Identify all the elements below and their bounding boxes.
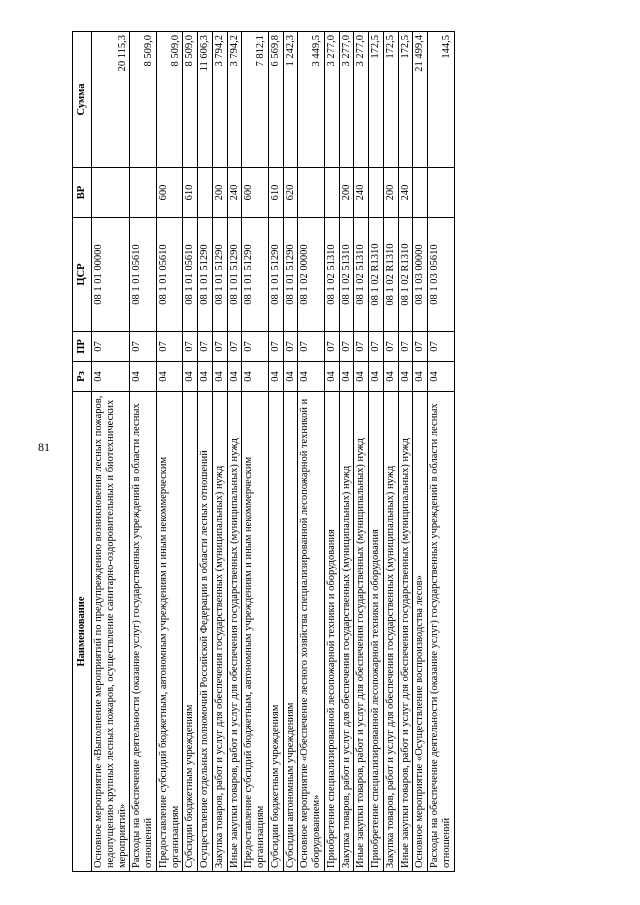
table-row [413, 32, 428, 872]
cell-vr [198, 168, 213, 218]
table-row [130, 32, 157, 872]
cell-rz: 04 [339, 362, 354, 392]
cell-rz: 04 [198, 362, 213, 392]
table-row [298, 32, 325, 872]
cell-vr [130, 168, 157, 218]
cell-vr: 610 [268, 168, 283, 218]
cell-sum: 3 277,0 [339, 32, 354, 168]
cell-csr: 08 1 02 51310 [324, 218, 339, 332]
cell-rz: 04 [413, 362, 428, 392]
cell-vr [413, 168, 428, 218]
cell-pr: 07 [183, 332, 198, 362]
cell-csr: 08 1 01 51290 [242, 218, 269, 332]
cell-pr: 07 [212, 332, 227, 362]
cell-sum: 20 115,3 [92, 32, 130, 168]
cell-sum: 3 277,0 [324, 32, 339, 168]
cell-rz: 04 [283, 362, 298, 392]
cell-rz: 04 [92, 362, 130, 392]
header-sum: Сумма [73, 32, 92, 168]
cell-pr: 07 [268, 332, 283, 362]
cell-sum: 3 794,2 [212, 32, 227, 168]
cell-sum: 7 812,1 [242, 32, 269, 168]
cell-pr: 07 [156, 332, 183, 362]
cell-pr: 07 [130, 332, 157, 362]
cell-sum: 8 509,0 [156, 32, 183, 168]
cell-vr [324, 168, 339, 218]
table-row [212, 32, 227, 872]
cell-vr: 240 [227, 168, 242, 218]
header-name: Наименование [73, 392, 92, 872]
cell-name: Субсидии бюджетным учреждениям [183, 392, 198, 872]
cell-pr: 07 [339, 332, 354, 362]
cell-rz: 04 [227, 362, 242, 392]
cell-sum: 3 449,5 [298, 32, 325, 168]
table-row [156, 32, 183, 872]
cell-csr: 08 1 01 51290 [227, 218, 242, 332]
table-row [183, 32, 198, 872]
cell-name: Предоставление субсидий бюджетным, автономным учреждениям и иным некоммерческим организациям [156, 392, 183, 872]
cell-name: Основное мероприятие «Обеспечение лесного хозяйства специализированной лесопожарной техникой и оборудованием» [298, 392, 325, 872]
cell-vr [92, 168, 130, 218]
cell-sum: 11 606,3 [198, 32, 213, 168]
cell-pr: 07 [413, 332, 428, 362]
cell-sum: 172,5 [369, 32, 384, 168]
cell-name: Основное мероприятие «Осуществление воспроизводства лесов» [413, 392, 428, 872]
cell-csr: 08 1 02 51310 [354, 218, 369, 332]
cell-sum: 21 499,4 [413, 32, 428, 168]
cell-csr: 08 1 01 05610 [156, 218, 183, 332]
cell-sum: 172,5 [398, 32, 413, 168]
cell-pr: 07 [398, 332, 413, 362]
cell-vr: 610 [183, 168, 198, 218]
cell-csr: 08 1 01 51290 [212, 218, 227, 332]
cell-rz: 04 [130, 362, 157, 392]
cell-rz: 04 [383, 362, 398, 392]
table-row [268, 32, 283, 872]
cell-name: Иные закупки товаров, работ и услуг для обеспечения государственных (муниципальных) нужд [398, 392, 413, 872]
cell-name: Расходы на обеспечение деятельности (оказание услуг) государственных учреждений в области лесных отношений [428, 392, 455, 872]
cell-pr: 07 [283, 332, 298, 362]
cell-csr: 08 1 02 51310 [339, 218, 354, 332]
cell-rz: 04 [242, 362, 269, 392]
cell-sum: 8 509,0 [183, 32, 198, 168]
cell-name: Закупка товаров, работ и услуг для обеспечения государственных (муниципальных) нужд [339, 392, 354, 872]
cell-rz: 04 [354, 362, 369, 392]
cell-rz: 04 [212, 362, 227, 392]
table-row [428, 32, 455, 872]
cell-pr: 07 [428, 332, 455, 362]
cell-csr: 08 1 02 R1310 [383, 218, 398, 332]
header-pr: ПР [73, 332, 92, 362]
cell-name: Приобретение специализированной лесопожарной техники и оборудования [369, 392, 384, 872]
cell-rz: 04 [298, 362, 325, 392]
header-rz: Рз [73, 362, 92, 392]
table-row [242, 32, 269, 872]
cell-pr: 07 [298, 332, 325, 362]
cell-pr: 07 [198, 332, 213, 362]
table-row [339, 32, 354, 872]
cell-rz: 04 [268, 362, 283, 392]
cell-name: Закупка товаров, работ и услуг для обеспечения государственных (муниципальных) нужд [383, 392, 398, 872]
table-row [383, 32, 398, 872]
table-row [354, 32, 369, 872]
cell-sum: 144,5 [428, 32, 455, 168]
cell-name: Субсидии бюджетным учреждениям [268, 392, 283, 872]
cell-name: Приобретение специализированной лесопожарной техники и оборудования [324, 392, 339, 872]
cell-vr: 200 [383, 168, 398, 218]
table-row [227, 32, 242, 872]
table-header-row [73, 32, 92, 872]
cell-rz: 04 [398, 362, 413, 392]
cell-pr: 07 [324, 332, 339, 362]
cell-vr: 240 [354, 168, 369, 218]
table-row [92, 32, 130, 872]
cell-csr: 08 1 01 51290 [198, 218, 213, 332]
cell-vr: 200 [339, 168, 354, 218]
cell-name: Закупка товаров, работ и услуг для обеспечения государственных (муниципальных) нужд [212, 392, 227, 872]
cell-vr: 240 [398, 168, 413, 218]
cell-pr: 07 [227, 332, 242, 362]
table-row [324, 32, 339, 872]
cell-vr: 600 [156, 168, 183, 218]
cell-csr: 08 1 01 05610 [183, 218, 198, 332]
cell-rz: 04 [369, 362, 384, 392]
cell-rz: 04 [156, 362, 183, 392]
cell-csr: 08 1 02 R1310 [398, 218, 413, 332]
cell-pr: 07 [383, 332, 398, 362]
cell-name: Иные закупки товаров, работ и услуг для обеспечения государственных (муниципальных) нужд [354, 392, 369, 872]
cell-csr: 08 1 02 R1310 [369, 218, 384, 332]
cell-name: Иные закупки товаров, работ и услуг для обеспечения государственных (муниципальных) нужд [227, 392, 242, 872]
cell-name: Субсидии автономным учреждениям [283, 392, 298, 872]
cell-vr [369, 168, 384, 218]
cell-rz: 04 [324, 362, 339, 392]
table-row [369, 32, 384, 872]
cell-pr: 07 [354, 332, 369, 362]
cell-csr: 08 1 02 00000 [298, 218, 325, 332]
header-csr: ЦСР [73, 218, 92, 332]
cell-vr: 620 [283, 168, 298, 218]
cell-csr: 08 1 01 51290 [283, 218, 298, 332]
cell-vr: 200 [212, 168, 227, 218]
cell-csr: 08 1 01 51290 [268, 218, 283, 332]
cell-csr: 08 1 01 05610 [130, 218, 157, 332]
cell-rz: 04 [183, 362, 198, 392]
cell-pr: 07 [92, 332, 130, 362]
cell-sum: 3 794,2 [227, 32, 242, 168]
cell-sum: 172,5 [383, 32, 398, 168]
cell-name: Расходы на обеспечение деятельности (оказание услуг) государственных учреждений в области лесных отношений [130, 392, 157, 872]
cell-name: Предоставление субсидий бюджетным, автономным учреждениям и иным некоммерческим организациям [242, 392, 269, 872]
cell-pr: 07 [369, 332, 384, 362]
cell-csr: 08 1 03 00000 [413, 218, 428, 332]
cell-name: Основное мероприятие «Выполнение мероприятий по предупреждению возникновения лесных пожаров, недопущению крупных лесных пожаров, осуществление санитарно-оздоровительных и биотехнических мероприятий» [92, 392, 130, 872]
budget-table-container [72, 32, 632, 872]
table-row [398, 32, 413, 872]
cell-name: Осуществление отдельных полномочий Российской Федерации в области лесных отношений [198, 392, 213, 872]
cell-vr [428, 168, 455, 218]
cell-rz: 04 [428, 362, 455, 392]
cell-sum: 1 242,3 [283, 32, 298, 168]
table-body [92, 32, 455, 872]
cell-csr: 08 1 01 00000 [92, 218, 130, 332]
cell-csr: 08 1 03 05610 [428, 218, 455, 332]
cell-pr: 07 [242, 332, 269, 362]
page-number: 81 [38, 440, 50, 454]
cell-vr [298, 168, 325, 218]
table-row [283, 32, 298, 872]
cell-vr: 600 [242, 168, 269, 218]
table-row [198, 32, 213, 872]
header-vr: ВР [73, 168, 92, 218]
cell-sum: 8 509,0 [130, 32, 157, 168]
cell-sum: 3 277,0 [354, 32, 369, 168]
cell-sum: 6 569,8 [268, 32, 283, 168]
budget-table [72, 31, 455, 872]
